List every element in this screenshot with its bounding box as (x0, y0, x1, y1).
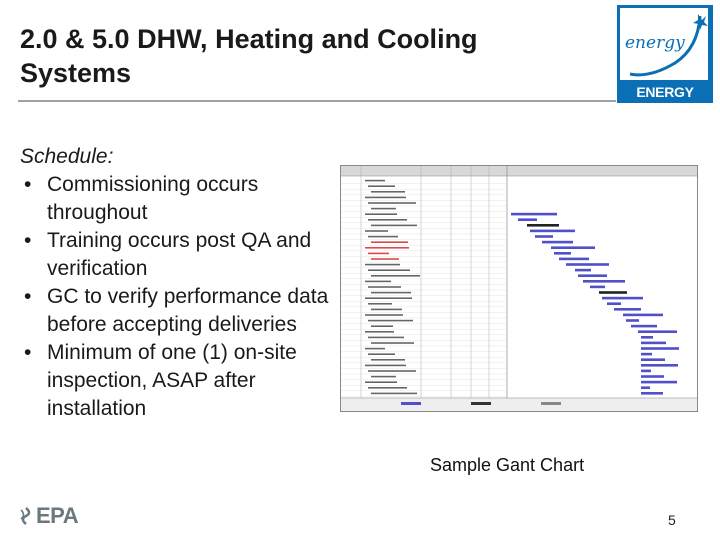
bullet-icon: • (24, 173, 32, 196)
epa-wordmark: EPA (36, 503, 79, 528)
bullet-text: Training occurs post QA and verification (47, 229, 312, 280)
epa-logo (18, 503, 78, 529)
gantt-caption: Sample Gant Chart (430, 455, 585, 475)
gantt-chart-image (340, 165, 698, 412)
epa-logo-icon (18, 507, 34, 525)
bullet-icon: • (24, 229, 32, 252)
slide-title: 2.0 & 5.0 DHW, Heating and Cooling Systems (20, 24, 478, 88)
bullet-text: Commissioning occurs throughout (47, 173, 259, 224)
bullet-item (20, 339, 335, 423)
energy-star-wordmark: ENERGY STAR (620, 82, 710, 102)
bullet-item (20, 283, 335, 339)
schedule-bullet-list (20, 171, 335, 423)
page-number: 5 (668, 512, 676, 528)
title-divider (18, 100, 616, 102)
schedule-heading: Schedule: (20, 145, 114, 168)
bullet-item (20, 227, 335, 283)
energy-star-script: energy (625, 33, 685, 53)
bullet-icon: • (24, 285, 32, 308)
bullet-text: Minimum of one (1) on-site inspection, ASAP after installation (47, 341, 297, 420)
energy-star-logo (617, 5, 713, 120)
bullet-icon: • (24, 341, 32, 364)
bullet-item (20, 171, 335, 227)
gantt-chart-graphic (341, 166, 697, 411)
schedule-block (20, 143, 335, 423)
bullet-text: GC to verify performance data before accepting deliveries (47, 285, 329, 336)
